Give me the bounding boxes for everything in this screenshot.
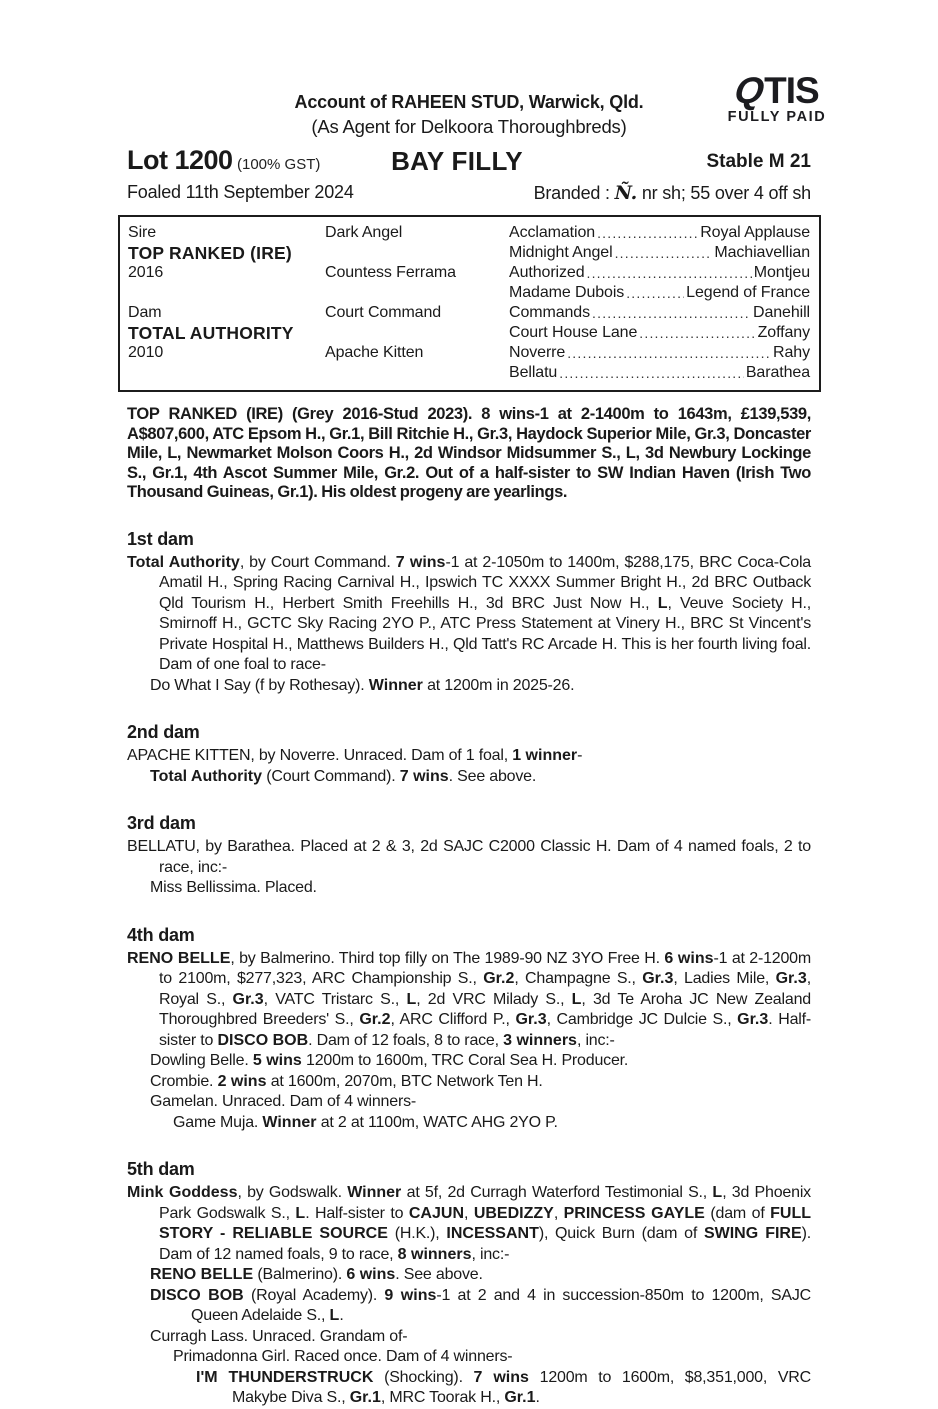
- parent-name: [325, 363, 509, 383]
- great-grandparent-name: Barathea: [745, 364, 810, 381]
- pedigree-paragraph: Primadonna Girl. Raced once. Dam of 4 winners-: [173, 1348, 513, 1366]
- ancestor-name: 2016: [128, 264, 164, 281]
- parent-name: [325, 283, 509, 303]
- foaled-branded-row: [127, 182, 811, 204]
- grandparent-pair: [509, 243, 810, 263]
- horse-description: BAY FILLY: [391, 146, 523, 176]
- grandparent-name: Authorized: [509, 264, 585, 281]
- grandparent-pair: [509, 343, 810, 363]
- leader-dots: [615, 243, 713, 263]
- great-grandparent-name: Montjeu: [753, 264, 810, 281]
- pedigree-paragraph: Total Authority, by Court Command. 7 wins-1 at 2-1050m to 1400m, $288,175, BRC Coca-Cola Amatil H., Spring Racing Carnival H., Ipswich TC XXXX Summer Bright H., 2d BRC Outback Qld Tourism H., Herbert Smith Freehills H., 3d BRC Just Now H., L, Veuve Society H., Smirnoff H., GCTC Sky Racing 2YO P., ATC Press Statement at Vinery H., BRC St Vincent's Private Hospital H., Matthews Builders H., Qld Tatt's RC Arcade H. This is her fourth living foal. Dam of one foal to race-: [127, 553, 812, 674]
- pedigree-row: [128, 243, 810, 263]
- grandparent-pair: [509, 263, 810, 283]
- pedigree-paragraph: DISCO BOB (Royal Academy). 9 wins-1 at 2 and 4 in succession-850m to 1200m, SAJC Queen Adelaide S., L.: [150, 1286, 812, 1325]
- stable-number: Stable M 21: [706, 151, 811, 172]
- dam-sections: [127, 529, 811, 1409]
- pedigree-paragraph: BELLATU, by Barathea. Placed at 2 & 3, 2d SAJC C2000 Classic H. Dam of 4 named foals, 2 to race, inc:-: [127, 838, 811, 876]
- sire-summary: TOP RANKED (IRE) (Grey 2016-Stud 2023). 8 wins-1 at 2-1400m to 1643m, £139,539, A$807,600, ATC Epsom H., Gr.1, Bill Ritchie H., Gr.3, Haydock Superior Mile, Gr.3, Doncaster Mile, L, Newmarket Molson Coors H., 2d Windsor Midsummer S., L, 3d Newbury Lockinge S., Gr.1, 4th Ascot Summer Mile, Gr.2. Out of a half-sister to SW Indian Haven (Irish Two Thousand Guineas, Gr.1). His oldest progeny are yearlings.: [127, 405, 811, 502]
- pedigree-row: [128, 323, 810, 343]
- qtis-fully-paid-label: FULLY PAID: [727, 109, 827, 125]
- dam-section-heading: 5th dam: [127, 1159, 195, 1180]
- branded-info: [534, 182, 811, 204]
- grandparent-name: Midnight Angel: [509, 244, 613, 261]
- grandparent-name: Madame Dubois: [509, 284, 625, 301]
- pedigree-row: [128, 303, 810, 323]
- great-grandparent-name: Rahy: [773, 344, 810, 361]
- parent-name: Apache Kitten: [325, 344, 424, 361]
- parent-name: Countess Ferrama: [325, 264, 456, 281]
- dam-section-heading: 2nd dam: [127, 722, 200, 743]
- pedigree-table: [118, 215, 821, 392]
- great-grandparent-name: Danehill: [752, 304, 810, 321]
- great-grandparent-name: Royal Applause: [700, 224, 810, 241]
- foaled-date: Foaled 11th September 2024: [127, 182, 354, 202]
- ancestor-name: [128, 363, 325, 383]
- pedigree-paragraph: Crombie. 2 wins at 1600m, 2070m, BTC Network Ten H.: [150, 1072, 543, 1090]
- parent-name: [325, 243, 509, 263]
- leader-dots: [592, 303, 751, 323]
- pedigree-row: [128, 263, 810, 283]
- ancestor-name: [128, 283, 325, 303]
- ancestor-name: TOTAL AUTHORITY: [128, 323, 294, 343]
- pedigree-paragraph: Do What I Say (f by Rothesay). Winner at 1200m in 2025-26.: [150, 676, 575, 694]
- dam-section-heading: 3rd dam: [127, 813, 196, 834]
- dam-section-heading: 1st dam: [127, 528, 194, 549]
- leader-dots: [567, 343, 771, 363]
- leader-dots: [626, 283, 684, 303]
- parent-name: Dark Angel: [325, 224, 403, 241]
- pedigree-paragraph: Miss Bellissima. Placed.: [150, 879, 317, 897]
- pedigree-paragraph: I'M THUNDERSTRUCK (Shocking). 7 wins 1200m to 1600m, $8,351,000, VRC Makybe Diva S., Gr.1, MRC Toorak H., Gr.1.: [196, 1368, 812, 1407]
- great-grandparent-name: Zoffany: [757, 324, 810, 341]
- grandparent-name: Acclamation: [509, 224, 596, 241]
- grandparent-pair: [509, 283, 810, 303]
- grandparent-name: Court House Lane: [509, 324, 638, 341]
- pedigree-row: [128, 283, 810, 303]
- pedigree-paragraph: RENO BELLE (Balmerino). 6 wins. See above.: [150, 1266, 483, 1284]
- pedigree-paragraph: Mink Goddess, by Godswalk. Winner at 5f, 2d Curragh Waterford Testimonial S., L, 3d Phoenix Park Godswalk S., L. Half-sister to CAJUN, UBEDIZZY, PRINCESS GAYLE (dam of FULL STORY - RELIABLE SOURCE (H.K.), INCESSANT), Quick Burn (dam of SWING FIRE). Dam of 12 named foals, 9 to race, 8 winners, inc:-: [127, 1184, 812, 1263]
- parent-name: [325, 323, 509, 343]
- grandparent-pair: [509, 223, 810, 243]
- dam-section-heading: 4th dam: [127, 924, 195, 945]
- pedigree-paragraph: Game Muja. Winner at 2 at 1100m, WATC AHG 2YO P.: [173, 1113, 558, 1131]
- grandparent-name: Commands: [509, 304, 591, 321]
- branded-detail: nr sh; 55 over 4 off sh: [637, 183, 811, 203]
- lot-header-row: [127, 145, 811, 177]
- grandparent-pair: [509, 323, 810, 343]
- pedigree-paragraph: RENO BELLE, by Balmerino. Third top filly on The 1989-90 NZ 3YO Free H. 6 wins-1 at 2-1200m to 2100m, $277,323, ARC Championship S., Gr.2, Champagne S., Gr.3, Ladies Mile, Gr.3, Royal S., Gr.3, VATC Tristarc S., L, 2d VRC Milady S., L, 3d Te Aroha JC New Zealand Thoroughbred Breeders' S., Gr.2, ARC Clifford P., Gr.3, Cambridge JC Dulcie S., Gr.3. Half-sister to DISCO BOB. Dam of 12 foals, 8 to race, 3 winners, inc:-: [127, 949, 812, 1049]
- great-grandparent-name: Legend of France: [686, 284, 810, 301]
- pedigree-paragraph: Gamelan. Unraced. Dam of 4 winners-: [150, 1093, 417, 1111]
- leader-dots: [639, 323, 755, 343]
- pedigree-row: [128, 363, 810, 383]
- grandparent-pair: [509, 363, 810, 383]
- pedigree-row: [128, 223, 810, 243]
- lot-number: Lot 1200: [127, 145, 233, 175]
- catalogue-page: [127, 0, 811, 1409]
- pedigree-paragraph: APACHE KITTEN, by Noverre. Unraced. Dam of 1 foal, 1 winner-: [127, 747, 583, 765]
- pedigree-paragraph: Curragh Lass. Unraced. Grandam of-: [150, 1327, 408, 1345]
- account-line: Account of RAHEEN STUD, Warwick, Qld.: [294, 92, 644, 112]
- ancestor-name: 2010: [128, 344, 164, 361]
- gst-note: (100% GST): [237, 156, 321, 173]
- grandparent-pair: [509, 303, 810, 323]
- leader-dots: [587, 263, 752, 283]
- pedigree-row: [128, 343, 810, 363]
- grandparent-name: Noverre: [509, 344, 566, 361]
- ancestor-name: TOP RANKED (IRE): [128, 243, 292, 263]
- agent-line: (As Agent for Delkoora Thoroughbreds): [311, 116, 627, 137]
- qtis-tis-text: TIS: [764, 70, 819, 111]
- leader-dots: [559, 363, 744, 383]
- pedigree-paragraph: Dowling Belle. 5 wins 1200m to 1600m, TRC Coral Sea H. Producer.: [150, 1052, 629, 1070]
- ancestor-name: Dam: [128, 304, 162, 321]
- branded-label: Branded :: [533, 183, 615, 203]
- parent-name: Court Command: [325, 304, 442, 321]
- ancestor-name: Sire: [128, 224, 157, 241]
- qtis-q-icon: Q: [732, 70, 766, 111]
- great-grandparent-name: Machiavellian: [714, 244, 810, 261]
- leader-dots: [597, 223, 698, 243]
- pedigree-paragraph: Total Authority (Court Command). 7 wins. See above.: [150, 767, 537, 785]
- grandparent-name: Bellatu: [509, 364, 558, 381]
- brand-mark-icon: Ñ.: [614, 182, 638, 204]
